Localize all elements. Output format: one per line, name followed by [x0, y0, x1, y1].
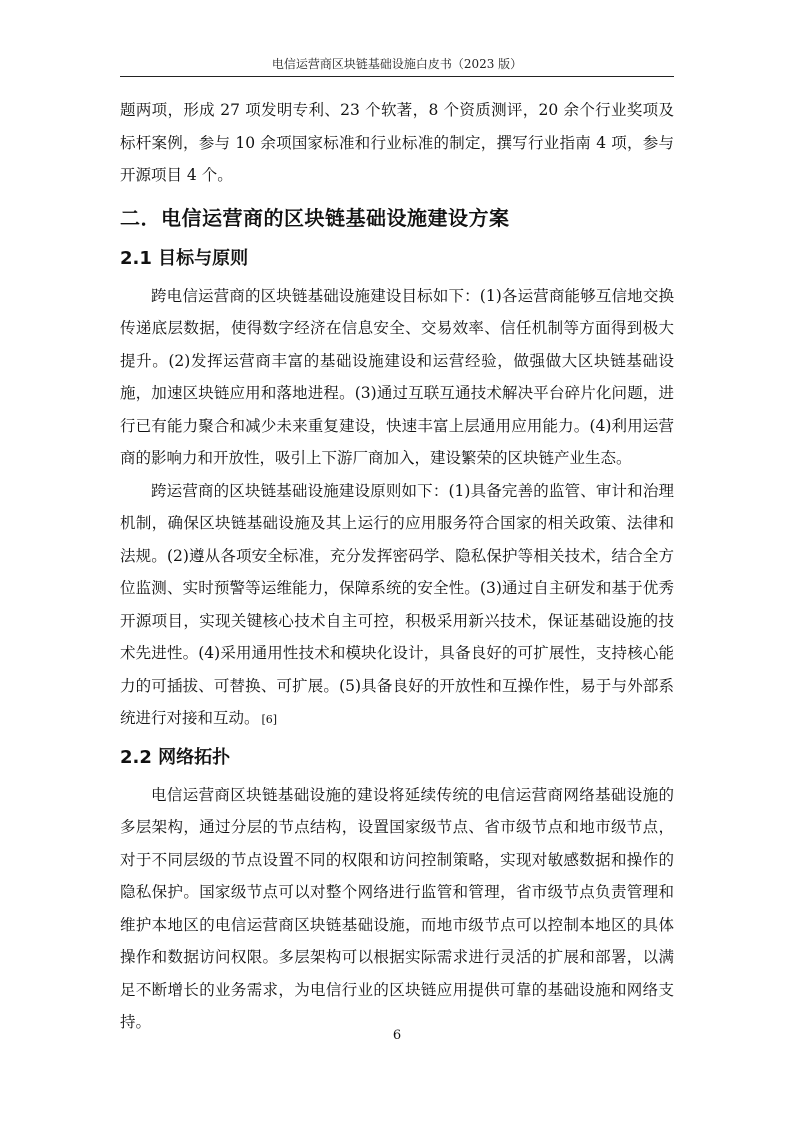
running-header: 电信运营商区块链基础设施白皮书（2023 版）	[271, 57, 523, 71]
goals-paragraph: 跨电信运营商的区块链基础设施建设目标如下：(1)各运营商能够互信地交换传递底层数据，使得数字经济在信息安全、交易效率、信任机制等方面得到极大提升。(2)发挥运营商丰富的基础设施建设和运营经验，做强做大区块链基础设施，加速区块链应用和落地进程。(3)通过互联互通技术解决平台碎片化问题，进行已有能力聚合和减少未来重复建设，快速丰富上层通用应用能力。(4)利用运营商的影响力和开放性，吸引上下游厂商加入，建设繁荣的区块链产业生态。	[120, 286, 674, 467]
page-number: 6	[392, 1028, 402, 1043]
citation-reference: [6]	[261, 713, 278, 726]
principles-text: 跨运营商的区块链基础设施建设原则如下：(1)具备完善的监管、审计和治理机制，确保区块链基础设施及其上运行的应用服务符合国家的相关政策、法律和法规。(2)遵从各项安全标准，充分发挥密码学、隐私保护等相关技术，结合全方位监测、实时预警等运维能力，保障系统的安全性。(3)通过自主研发和基于优秀开源项目，实现关键核心技术自主可控，积极采用新兴技术，保证基础设施的技术先进性。(4)采用通用性技术和模块化设计，具备良好的可扩展性，支持核心能力的可插拔、可替换、可扩展。(5)具备良好的开放性和互操作性，易于与外部系统进行对接和互动。	[120, 481, 674, 727]
section-2-2-heading: 2.2 网络拓扑	[120, 746, 231, 768]
network-topology-paragraph: 电信运营商区块链基础设施的建设将延续传统的电信运营商网络基础设施的多层架构，通过分层的节点结构，设置国家级节点、省市级节点和地市级节点，对于不同层级的节点设置不同的权限和访问控制策略，实现对敏感数据和操作的隐私保护。国家级节点可以对整个网络进行监管和管理，省市级节点负责管理和维护本地区的电信运营商区块链基础设施，而地市级节点可以控制本地区的具体操作和数据访问权限。多层架构可以根据实际需求进行灵活的扩展和部署，以满足不断增长的业务需求，为电信行业的区块链应用提供可靠的基础设施和网络支持。	[120, 785, 674, 1031]
principles-paragraph	[120, 475, 674, 737]
page-body	[120, 94, 674, 1039]
section-2-heading: 二．电信运营商的区块链基础设施建设方案	[120, 205, 510, 230]
section-2-1-heading: 2.1 目标与原则	[120, 247, 249, 269]
header-divider	[120, 76, 674, 77]
intro-continuation-paragraph: 题两项，形成 27 项发明专利、23 个软著，8 个资质测评，20 余个行业奖项及标杆案例，参与 10 余项国家标准和行业标准的制定，撰写行业指南 4 项，参与开源项目 4 个。	[120, 101, 674, 184]
